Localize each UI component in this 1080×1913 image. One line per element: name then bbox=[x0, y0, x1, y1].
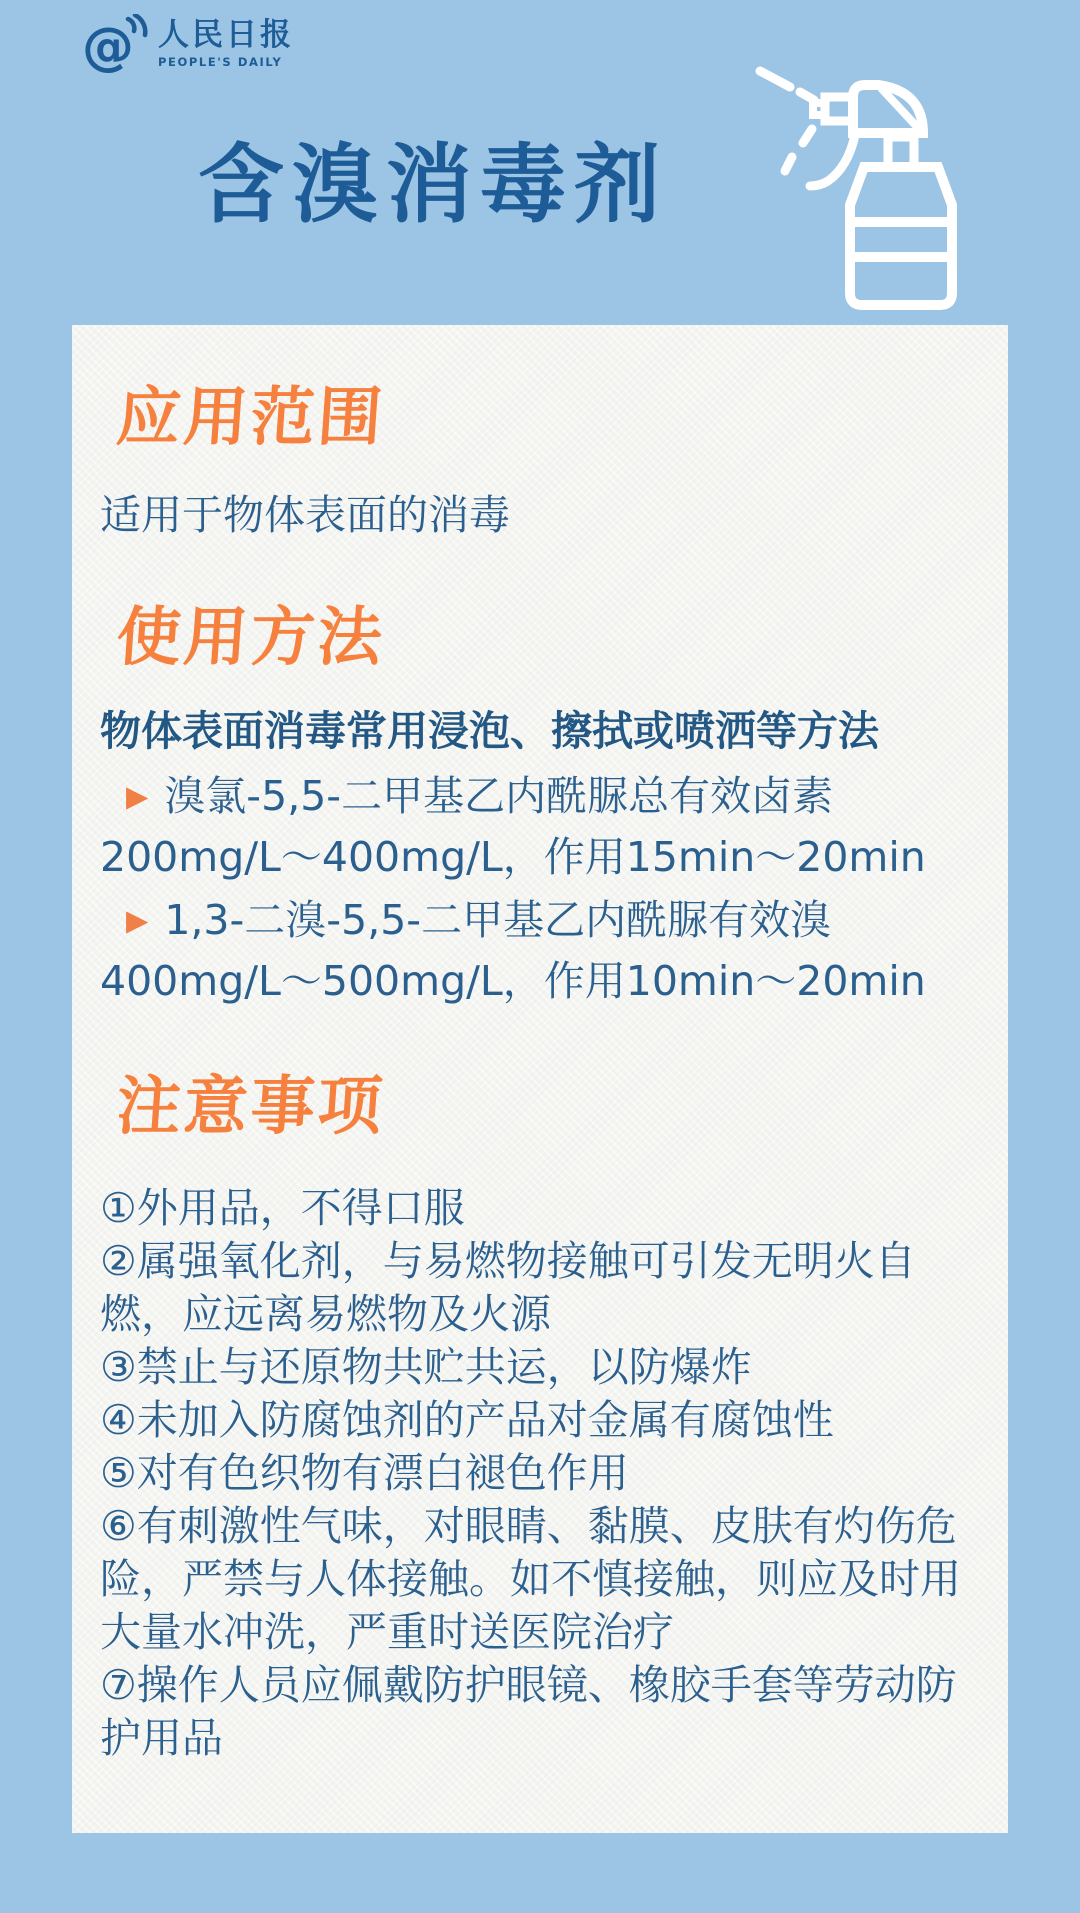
notes-list bbox=[100, 1182, 980, 1765]
note-item: ④未加入防腐蚀剂的产品对金属有腐蚀性 bbox=[100, 1396, 834, 1444]
note-item: ⑥有刺激性气味，对眼睛、黏膜、皮肤有灼伤危险，严禁与人体接触。如不慎接触，则应及时用大量水冲洗，严重时送医院治疗 bbox=[100, 1502, 961, 1656]
section-heading-application: 应用范围 bbox=[114, 381, 388, 455]
section-heading-notes: 注意事项 bbox=[114, 1070, 388, 1144]
section-heading-usage: 使用方法 bbox=[114, 601, 388, 675]
usage-bullet-text: 溴氯-5,5-二甲基乙内酰脲总有效卤素200mg/L～400mg/L，作用15min～20min bbox=[100, 772, 926, 881]
note-item: ②属强氧化剂，与易燃物接触可引发无明火自燃，应远离易燃物及火源 bbox=[100, 1237, 916, 1338]
bottle-body bbox=[850, 167, 952, 305]
logo-cn-label: 人民日报 bbox=[158, 17, 294, 53]
trigger bbox=[810, 135, 855, 186]
usage-bullet-text: 1,3-二溴-5,5-二甲基乙内酰脲有效溴400mg/L～500mg/L，作用10min～20min bbox=[100, 896, 926, 1005]
arrow-bullet-icon: ▶ bbox=[126, 903, 149, 937]
at-sign-icon bbox=[82, 14, 154, 78]
spray-mist-icon bbox=[760, 71, 814, 171]
note-item: ⑦操作人员应佩戴防护眼镜、橡胶手套等劳动防护用品 bbox=[100, 1661, 957, 1762]
note-item: ⑤对有色织物有漂白褪色作用 bbox=[100, 1449, 629, 1497]
logo-text bbox=[158, 18, 294, 69]
usage-intro: 物体表面消毒常用浸泡、擦拭或喷洒等方法 bbox=[100, 707, 879, 755]
usage-bullet bbox=[100, 892, 980, 1010]
content-card bbox=[72, 325, 1008, 1833]
arrow-bullet-icon: ▶ bbox=[126, 779, 149, 813]
application-body: 适用于物体表面的消毒 bbox=[100, 491, 510, 539]
peoples-daily-logo bbox=[82, 14, 294, 78]
logo-en-label: PEOPLE'S DAILY bbox=[158, 55, 283, 69]
page-title: 含溴消毒剂 bbox=[198, 135, 668, 235]
at-glyph: @ bbox=[82, 17, 134, 77]
note-item: ①外用品，不得口服 bbox=[100, 1184, 465, 1232]
usage-bullet bbox=[100, 768, 980, 886]
sound-wave-icon bbox=[135, 15, 145, 35]
note-item: ③禁止与还原物共贮共运，以防爆炸 bbox=[100, 1343, 752, 1391]
nozzle-tip bbox=[813, 103, 825, 115]
spray-bottle-icon bbox=[700, 45, 1020, 325]
